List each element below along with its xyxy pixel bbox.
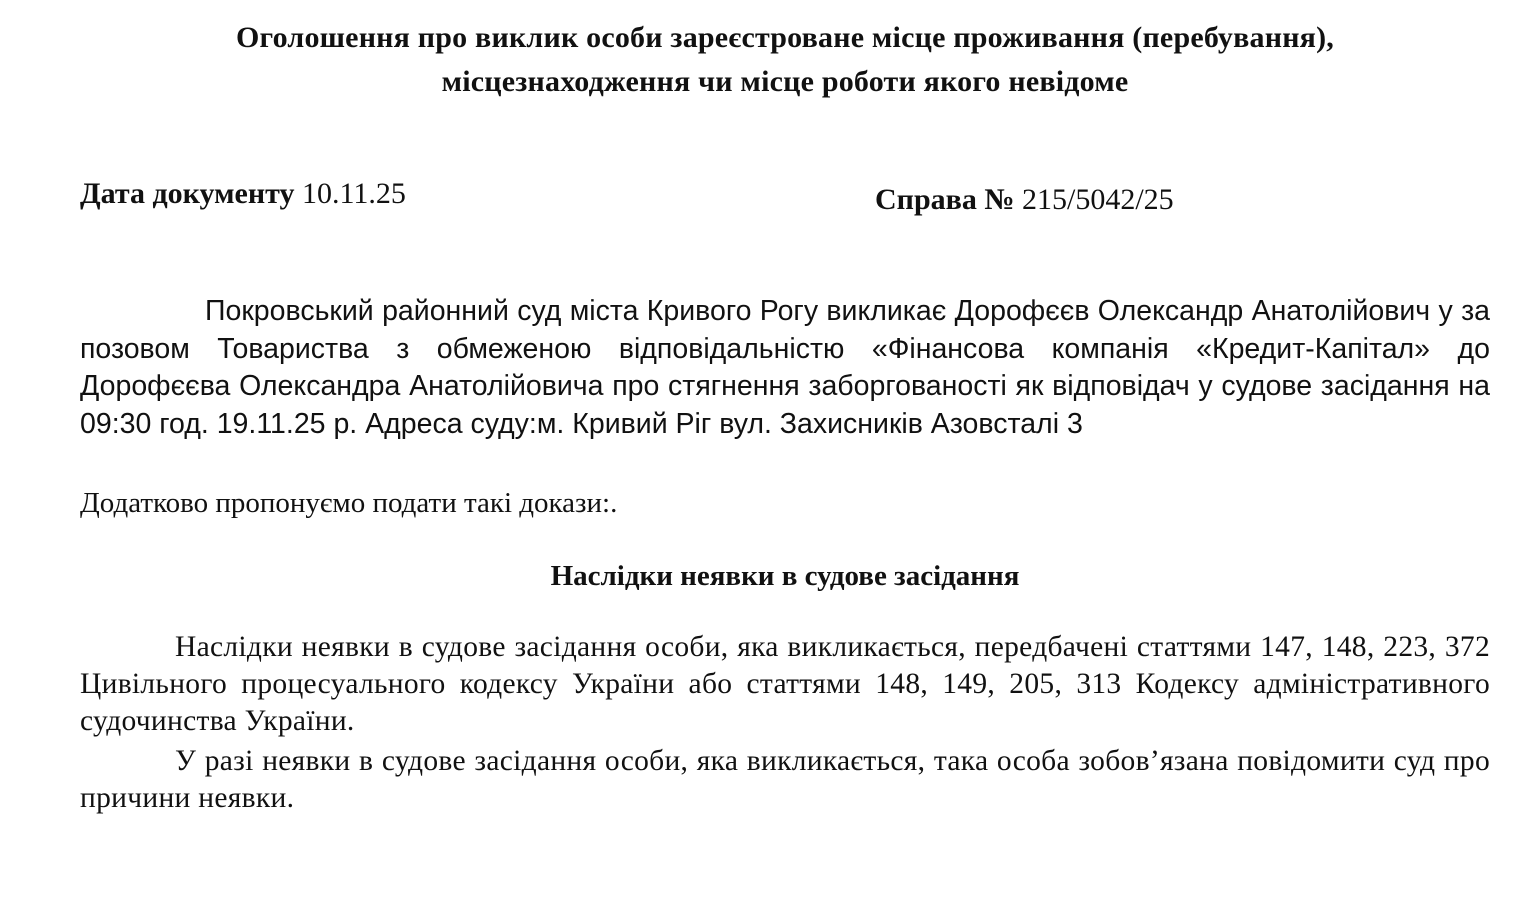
date-label: Дата документу <box>80 177 295 210</box>
title-line-2: місцезнаходження чи місце роботи якого невідоме <box>441 65 1129 98</box>
obligation-paragraph: У разі неявки в судове засідання особи, яка викликається, така особа зобов’язана повідомити суд про причини неявки. <box>80 745 1490 814</box>
case-reference <box>875 178 1174 222</box>
document-date <box>80 172 406 216</box>
title-line-1: Оголошення про виклик особи зареєстроване місце проживання (перебування), <box>236 21 1334 54</box>
consequences-paragraph: Наслідки неявки в судове засідання особи, яка викликається, передбачені статтями 147, 148, 223, 372 Цивільного процесуального кодексу України або статтями 148, 149, 205, 313 Кодексу адміністративного судочинства України. <box>80 631 1490 737</box>
document-meta <box>80 172 1490 216</box>
summons-paragraph: Покровський районний суд міста Кривого Рогу викликає Дорофєєв Олександр Анатолійович у за позовом Товариства з обмеженою відповідальністю «Фінансова компанія «Кредит-Капітал» до Дорофєєва Олександра Анатолійовича про стягнення заборгованості як відповідач у судове засідання на 09:30 год. 19.11.25 р. Адреса суду:м. Кривий Ріг вул. Захисників Азовсталі 3 <box>80 295 1490 440</box>
document-title <box>110 16 1460 104</box>
date-value: 10.11.25 <box>301 177 406 210</box>
case-number: 215/5042/25 <box>1021 183 1174 216</box>
evidence-request: Додатково пропонуємо подати такі докази:. <box>80 487 618 519</box>
section-heading: Наслідки неявки в судове засідання <box>550 560 1020 592</box>
case-label: Справа № <box>875 183 1015 216</box>
